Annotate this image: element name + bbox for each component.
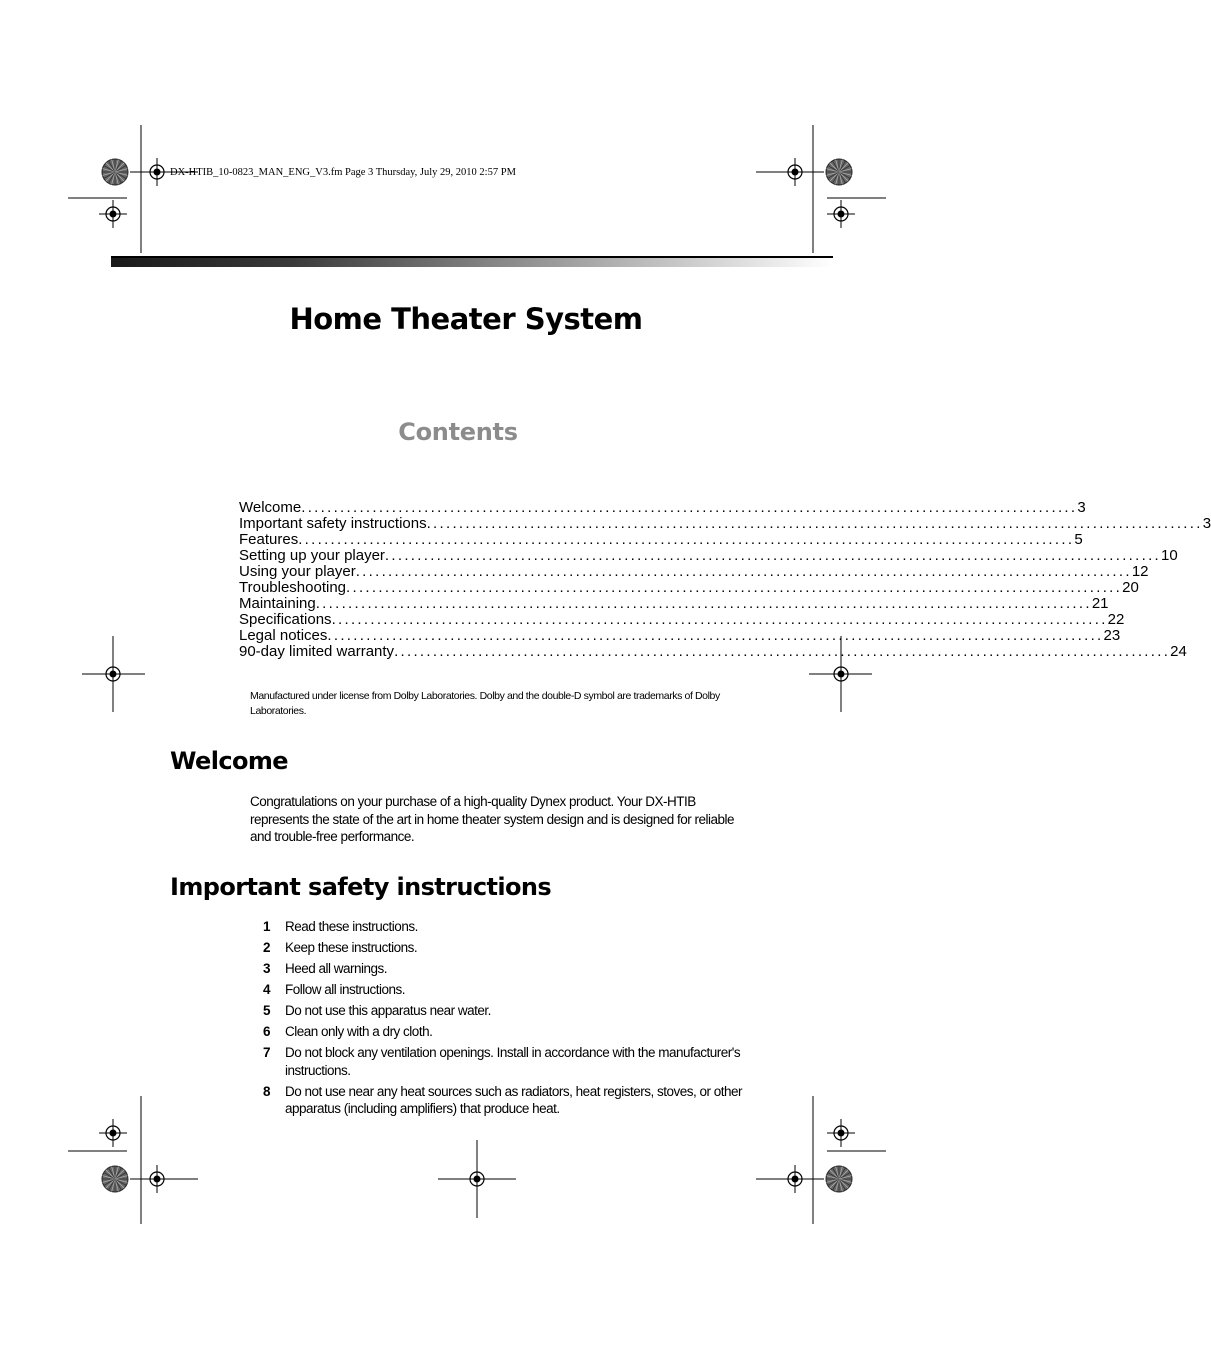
color-starburst-icon <box>102 159 128 185</box>
toc-leader-dots: ........................................................................................................................ <box>346 579 1123 596</box>
toc-page-number: 5 <box>1074 531 1083 548</box>
registration-target-icon <box>827 1119 855 1147</box>
toc-leader-dots: ........................................................................................................................ <box>355 563 1132 580</box>
toc-entry[interactable] <box>239 499 1086 516</box>
header-rule <box>111 256 833 258</box>
list-item-text: Read these instructions. <box>285 919 418 934</box>
toc-page-number: 12 <box>1131 563 1149 580</box>
toc-label: Specifications <box>239 611 332 628</box>
list-item-number: 6 <box>263 1024 271 1039</box>
list-item-text: Do not use this apparatus near water. <box>285 1003 491 1018</box>
welcome-body: Congratulations on your purchase of a high-quality Dynex product. Your DX-HTIB represents the state of the art in home theater system design and is designed for reliable and trouble-free performance. <box>250 794 735 844</box>
toc-leader-dots: ........................................................................................................................ <box>315 595 1092 612</box>
toc-leader-dots: ........................................................................................................................ <box>384 547 1162 564</box>
toc-entry[interactable] <box>239 627 1121 644</box>
toc-leader-dots: ........................................................................................................................ <box>331 611 1108 628</box>
toc-page-number: 21 <box>1091 595 1109 612</box>
list-item-text: Follow all instructions. <box>285 982 406 997</box>
registration-target-icon <box>827 200 855 228</box>
toc-page-number: 3 <box>1077 499 1086 516</box>
registration-target-icon <box>99 1119 127 1147</box>
toc-page-number: 23 <box>1103 627 1121 644</box>
toc-page-number: 24 <box>1170 643 1187 660</box>
list-item-number: 5 <box>263 1003 271 1018</box>
list-item-number: 4 <box>263 982 271 997</box>
list-item <box>263 960 743 978</box>
toc-label: Welcome <box>239 499 302 516</box>
safety-instructions-list <box>263 918 743 1121</box>
toc-label: Maintaining <box>239 595 316 612</box>
toc-label: Setting up your player <box>239 547 385 564</box>
toc-label: Troubleshooting <box>239 579 347 596</box>
toc-leader-dots: ........................................................................................................................ <box>298 531 1075 548</box>
toc-leader-dots: ........................................................................................................................ <box>301 499 1078 516</box>
list-item <box>263 939 743 957</box>
list-item <box>263 1002 743 1020</box>
safety-heading: Important safety instructions <box>170 873 552 901</box>
list-item-text: Do not use near any heat sources such as radiators, heat registers, stoves, or other apparatus (including amplifiers) that produce heat. <box>285 1083 743 1116</box>
toc-page-number: 3 <box>1202 515 1211 532</box>
toc-entry[interactable] <box>239 531 1083 548</box>
list-item-number: 3 <box>263 961 271 976</box>
registration-target-icon <box>99 200 127 228</box>
list-item <box>263 1044 743 1079</box>
welcome-heading: Welcome <box>170 747 288 775</box>
list-item-number: 2 <box>263 940 271 955</box>
list-item <box>263 981 743 999</box>
toc-label: Features <box>239 531 299 548</box>
list-item-text: Clean only with a dry cloth. <box>285 1024 433 1039</box>
list-item-text: Heed all warnings. <box>285 961 388 976</box>
list-item-number: 1 <box>263 919 271 934</box>
list-item <box>263 1083 743 1118</box>
toc-entry[interactable] <box>239 515 1211 532</box>
toc-page-number: 22 <box>1107 611 1125 628</box>
toc-leader-dots: ........................................................................................................................ <box>327 627 1104 644</box>
toc-leader-dots: ........................................................................................................................ <box>394 643 1171 660</box>
color-starburst-icon <box>102 1166 128 1192</box>
toc-label: Important safety instructions <box>239 515 427 532</box>
contents-heading: Contents <box>398 418 518 446</box>
list-item <box>263 918 743 936</box>
color-starburst-icon <box>826 159 852 185</box>
toc-label: Legal notices <box>239 627 328 644</box>
toc-entry[interactable] <box>239 643 1187 660</box>
list-item-number: 7 <box>263 1045 271 1060</box>
toc-entry[interactable] <box>239 595 1109 612</box>
page-title: Home Theater System <box>289 302 643 336</box>
list-item-text: Keep these instructions. <box>285 940 418 955</box>
toc-label: 90-day limited warranty <box>239 643 395 660</box>
file-info-header: DX-HTIB_10-0823_MAN_ENG_V3.fm Page 3 Thursday, July 29, 2010 2:57 PM <box>170 167 516 178</box>
toc-page-number: 10 <box>1161 547 1178 564</box>
list-item <box>263 1023 743 1041</box>
toc-entry[interactable] <box>239 579 1139 596</box>
list-item-number: 8 <box>263 1083 271 1099</box>
toc-leader-dots: ........................................................................................................................ <box>426 515 1203 532</box>
list-item-text: Do not block any ventilation openings. Install in accordance with the manufacturer's instructions. <box>285 1045 741 1078</box>
trademark-notice: Manufactured under license from Dolby Laboratories. Dolby and the double-D symbol are trademarks of Dolby Laboratories. <box>250 690 720 717</box>
toc-entry[interactable] <box>239 611 1125 628</box>
color-starburst-icon <box>826 1166 852 1192</box>
table-of-contents <box>239 499 1211 660</box>
toc-entry[interactable] <box>239 547 1178 564</box>
toc-page-number: 20 <box>1122 579 1139 596</box>
toc-entry[interactable] <box>239 563 1149 580</box>
toc-label: Using your player <box>239 563 356 580</box>
